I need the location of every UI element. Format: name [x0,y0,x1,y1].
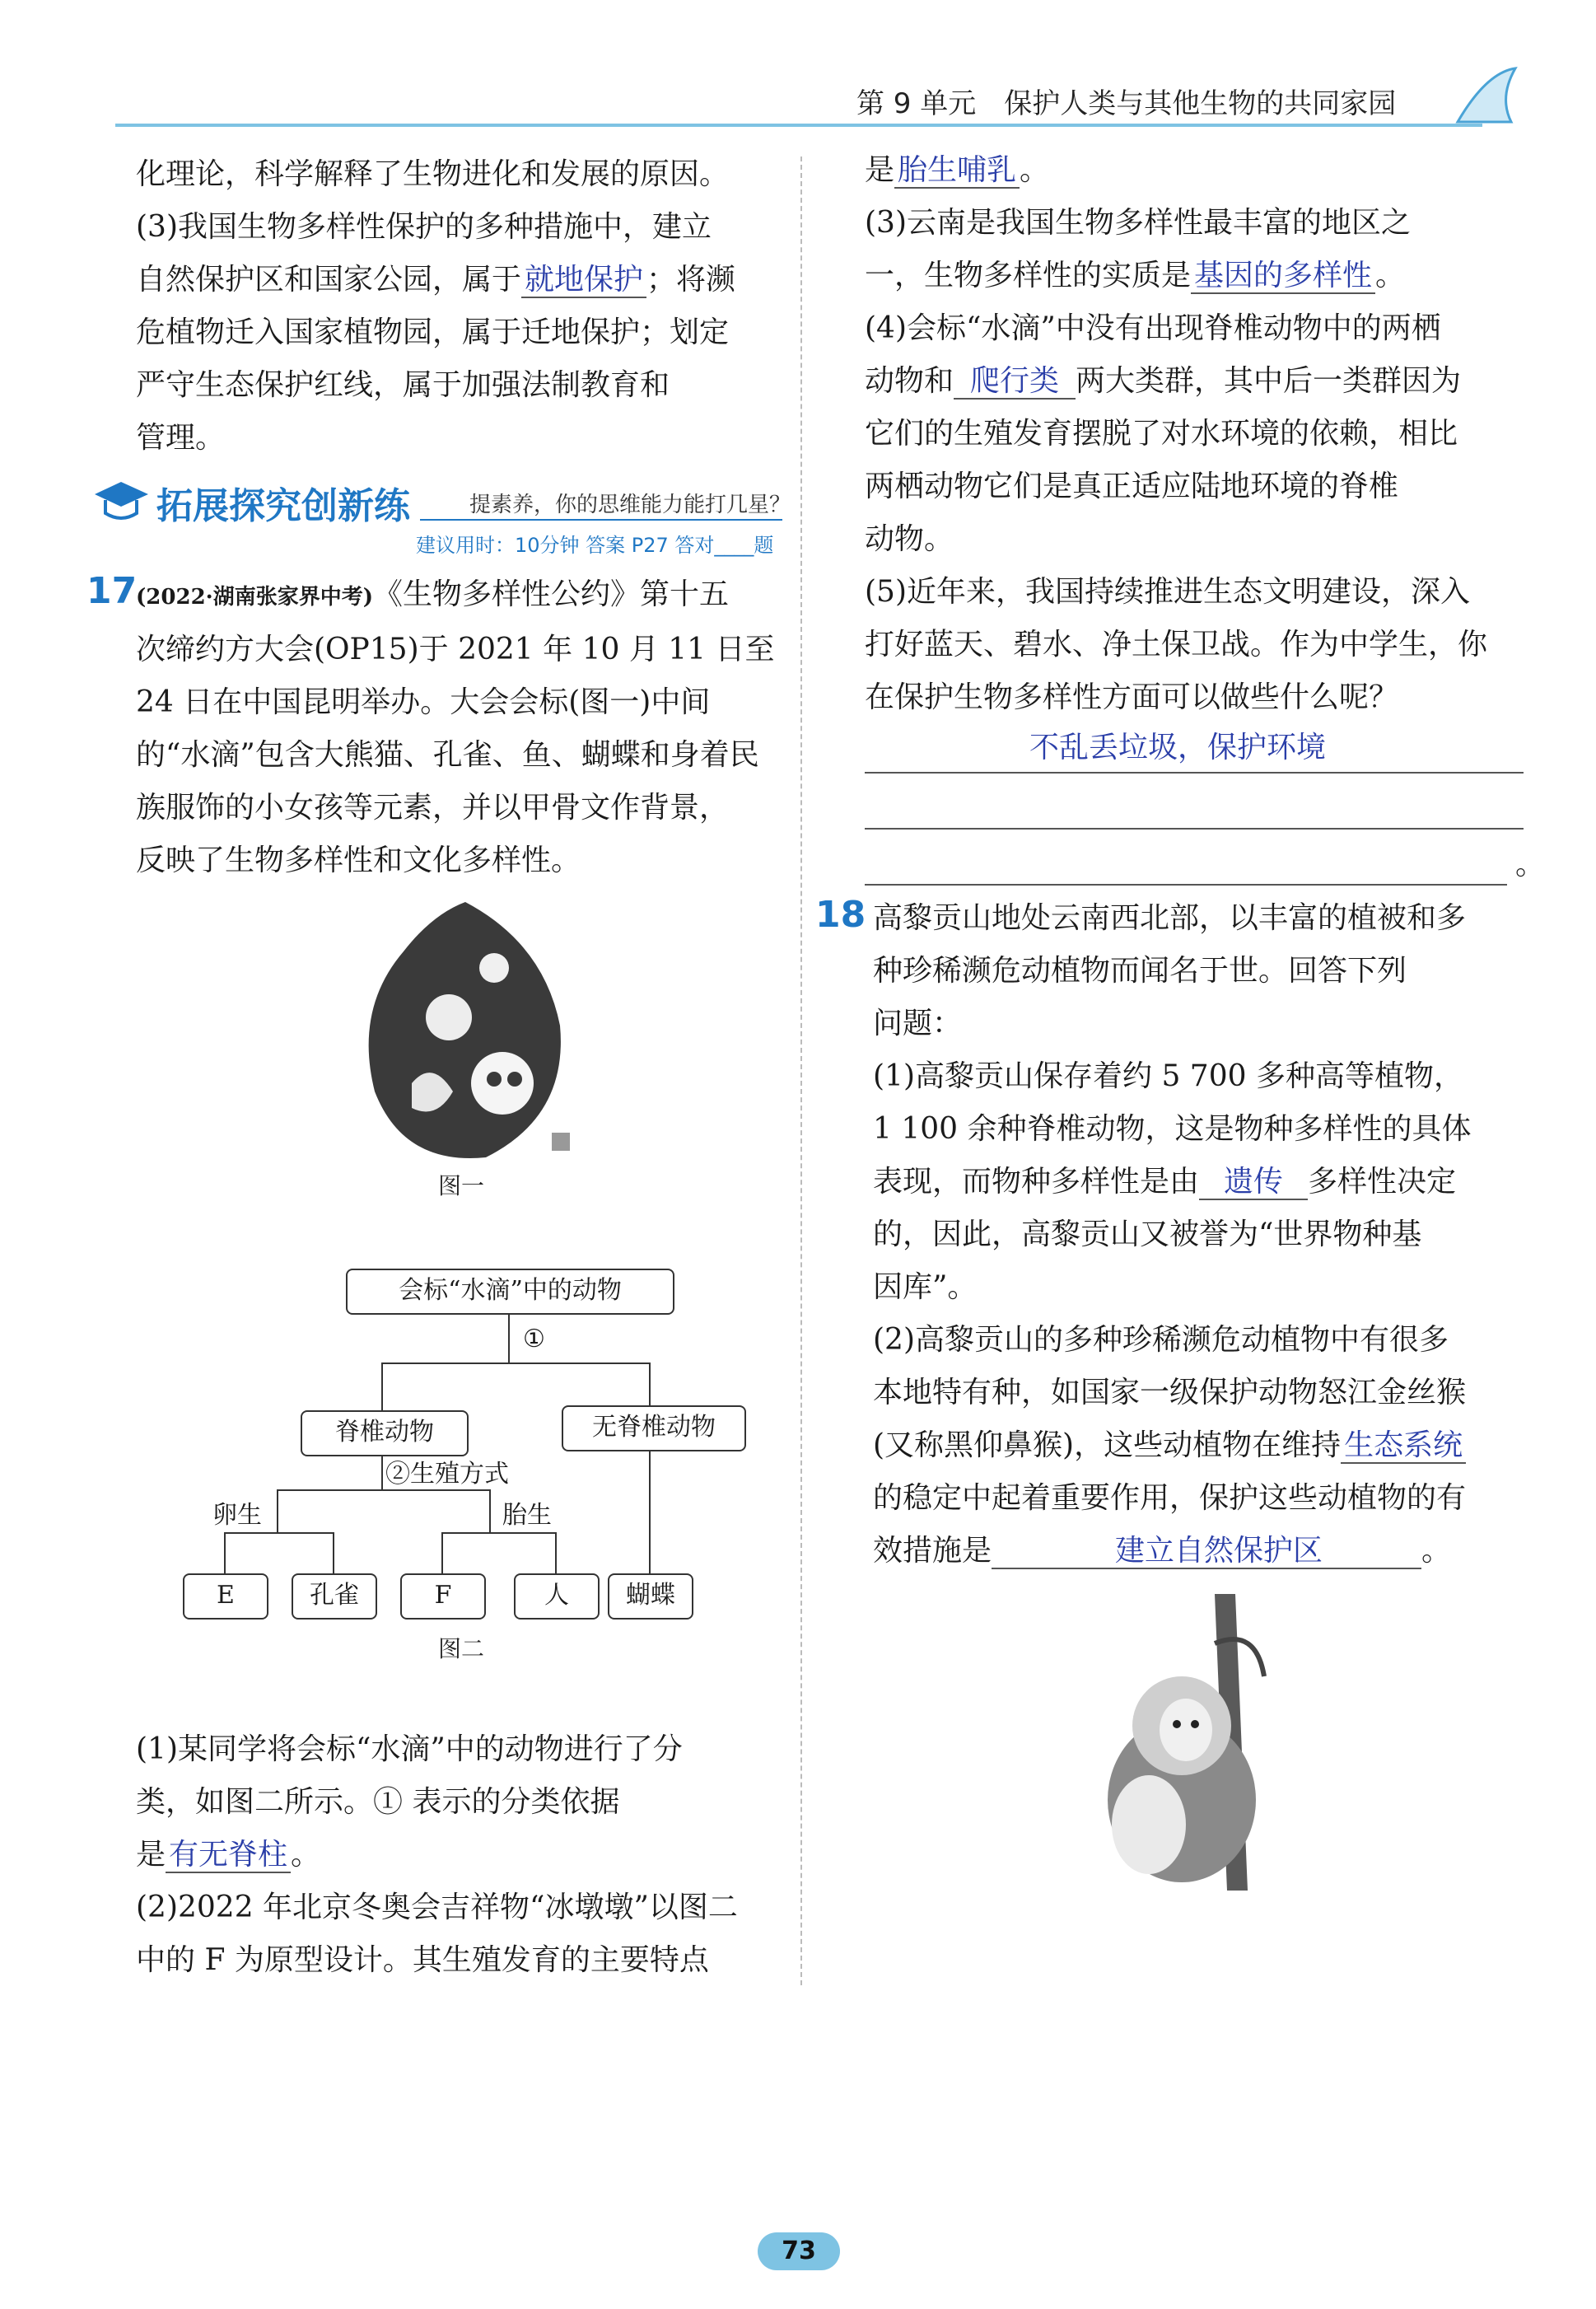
answer-q18-2a: 生态系统 [1341,1428,1466,1464]
text-line: 动物和 爬行类 两大类群，其中后一类群因为 [865,364,1462,398]
question-number: 18 [815,894,866,936]
golden-monkey-photo [1091,1594,1297,1891]
text-line: 一，生物多样性的实质是 基因的多样性 。 [865,259,1406,292]
answer-q16-3: 就地保护 [521,263,646,298]
tree-root: 会标“水滴”中的动物 [346,1269,674,1315]
text-line: 是 胎生哺乳 。 [865,153,1050,187]
text-line: (又称黑仰鼻猴)，这些动植物在维持 生态系统 [873,1419,1524,1472]
tree-oviparous: 卵生 [212,1501,262,1530]
answer-q17-2: 胎生哺乳 [894,153,1020,189]
text-line: 效措施是 建立自然保护区 。 [873,1534,1452,1568]
text-line: (2)2022 年北京冬奥会吉祥物“冰墩墩”以图二 [136,1891,738,1924]
text-line: (4)会标“水滴”中没有出现脊椎动物中的两栖 [865,311,1441,345]
cop15-emblem-image [354,894,576,1166]
text-line: 两栖动物它们是真正适应陆地环境的脊椎 [865,470,1399,503]
tree-step-1: ① [523,1325,545,1353]
header-rule [115,124,1482,127]
unit-header: 第 9 单元 保护人类与其他生物的共同家园 [856,87,1397,120]
q17-subquestions [136,1723,795,1987]
right-column [865,144,1546,892]
text-line: 是 有无脊柱 。 [136,1838,321,1872]
text-line: 族服饰的小女孩等元素，并以甲骨文作背景， [136,791,730,825]
answer-q18-2b: 建立自然保护区 [992,1534,1421,1569]
text-line: 危植物迁入国家植物园，属于迁地保护；划定 [136,316,730,349]
tree-leaf-butterfly: 蝴蝶 [608,1573,693,1620]
tree-leaf-peacock: 孔雀 [292,1573,377,1620]
text-line: 自然保护区和国家公园，属于 就地保护 ；将濒 [136,263,736,297]
tree-step-2: ②生殖方式 [385,1460,509,1489]
text-line: 的稳定中起着重要作用，保护这些动植物的有 [873,1481,1467,1515]
text-line: 动物。 [865,522,954,556]
text-line: 表现，而物种多样性是由 遗传 多样性决定 [873,1165,1457,1199]
text-line: (2)高黎贡山的多种珍稀濒危动植物中有很多 [873,1323,1449,1357]
text-line: (3)我国生物多样性保护的多种措施中，建立 [136,210,712,244]
text-line: 打好蓝天、碧水、净土保卫战。作为中学生，你 [865,628,1488,661]
text-line: (2022·湖南张家界中考)《生物多样性公约》第十五 [136,577,730,611]
answer-q17-1: 有无脊柱 [166,1838,291,1873]
text-line: 高黎贡山地处云南西北部，以丰富的植被和多 [873,901,1467,935]
text-line: 本地特有种，如国家一级保护动物怒江金丝猴 [873,1376,1467,1409]
section-subtitle: 提素养，你的思维能力能打几星？ [469,493,791,517]
column-divider [800,157,802,1985]
answer-q17-3: 基因的多样性 [1191,259,1375,294]
banner-rule [420,519,782,521]
tree-viviparous: 胎生 [502,1501,552,1530]
text-line: 的“水滴”包含大熊猫、孔雀、鱼、蝴蝶和身着民 [136,738,759,772]
text-line: 在保护生物多样性方面可以做些什么呢？ [865,680,1399,714]
tree-leaf-e: E [183,1573,268,1620]
section-banner [91,470,791,560]
figure-caption: 图一 [438,1172,485,1199]
tree-invertebrate: 无脊椎动物 [562,1405,746,1451]
text-line: 中的 F 为原型设计。其生殖发育的主要特点 [136,1943,709,1977]
text-line: 的，因此，高黎贡山又被誉为“世界物种基 [873,1218,1422,1251]
question-number: 17 [86,570,138,612]
sail-icon [1449,64,1524,130]
answer-line [865,724,1524,774]
text-line: 它们的生殖发育摆脱了对水环境的依赖，相比 [865,417,1458,451]
text-line: 1 100 余种脊椎动物，这是物种多样性的具体 [873,1112,1472,1146]
left-intro [136,148,786,465]
text-line: 严守生态保护红线，属于加强法制教育和 [136,368,670,402]
answer-line [865,780,1524,830]
q17-text [136,568,795,887]
answer-q18-1: 遗传 [1199,1165,1308,1200]
section-title: 拓展探究创新练 [156,485,410,527]
text-line: 反映了生物多样性和文化多样性。 [136,844,581,877]
page-number: 73 [758,2232,840,2270]
answer-q17-5: 不乱丢垃圾，保护环境 [1029,731,1327,764]
graduation-cap-icon [91,474,152,531]
text-line: 管理。 [136,421,226,455]
section-time: 建议用时：10分钟 答案 P27 答对____题 [416,534,774,557]
tree-leaf-f: F [400,1573,486,1620]
text-line: 次缔约方大会(OP15)于 2021 年 10 月 11 日至 [136,633,775,666]
text-line: 化理论，科学解释了生物进化和发展的原因。 [136,157,730,191]
text-line: (1)某同学将会标“水滴”中的动物进行了分 [136,1732,683,1766]
q18-text [873,892,1524,1578]
answer-line: 。 [865,836,1507,886]
text-line: 因库”。 [873,1270,978,1304]
text-line: 24 日在中国昆明举办。大会会标(图一)中间 [136,685,711,719]
tree-vertebrate: 脊椎动物 [301,1410,469,1456]
text-line: (5)近年来，我国持续推进生态文明建设，深入 [865,575,1470,609]
text-line: (3)云南是我国生物多样性最丰富的地区之 [865,206,1411,240]
question-source: (2022·湖南张家界中考) [136,585,374,610]
tree-leaf-human: 人 [514,1573,600,1620]
text-line: 类，如图二所示。① 表示的分类依据 [136,1785,620,1819]
text-line: (1)高黎贡山保存着约 5 700 多种高等植物， [873,1059,1463,1093]
text-line: 种珍稀濒危动植物而闻名于世。回答下列 [873,954,1407,988]
figure-caption: 图二 [438,1635,485,1662]
answer-q17-4: 爬行类 [954,364,1076,400]
text-line: 问题： [873,1007,963,1040]
